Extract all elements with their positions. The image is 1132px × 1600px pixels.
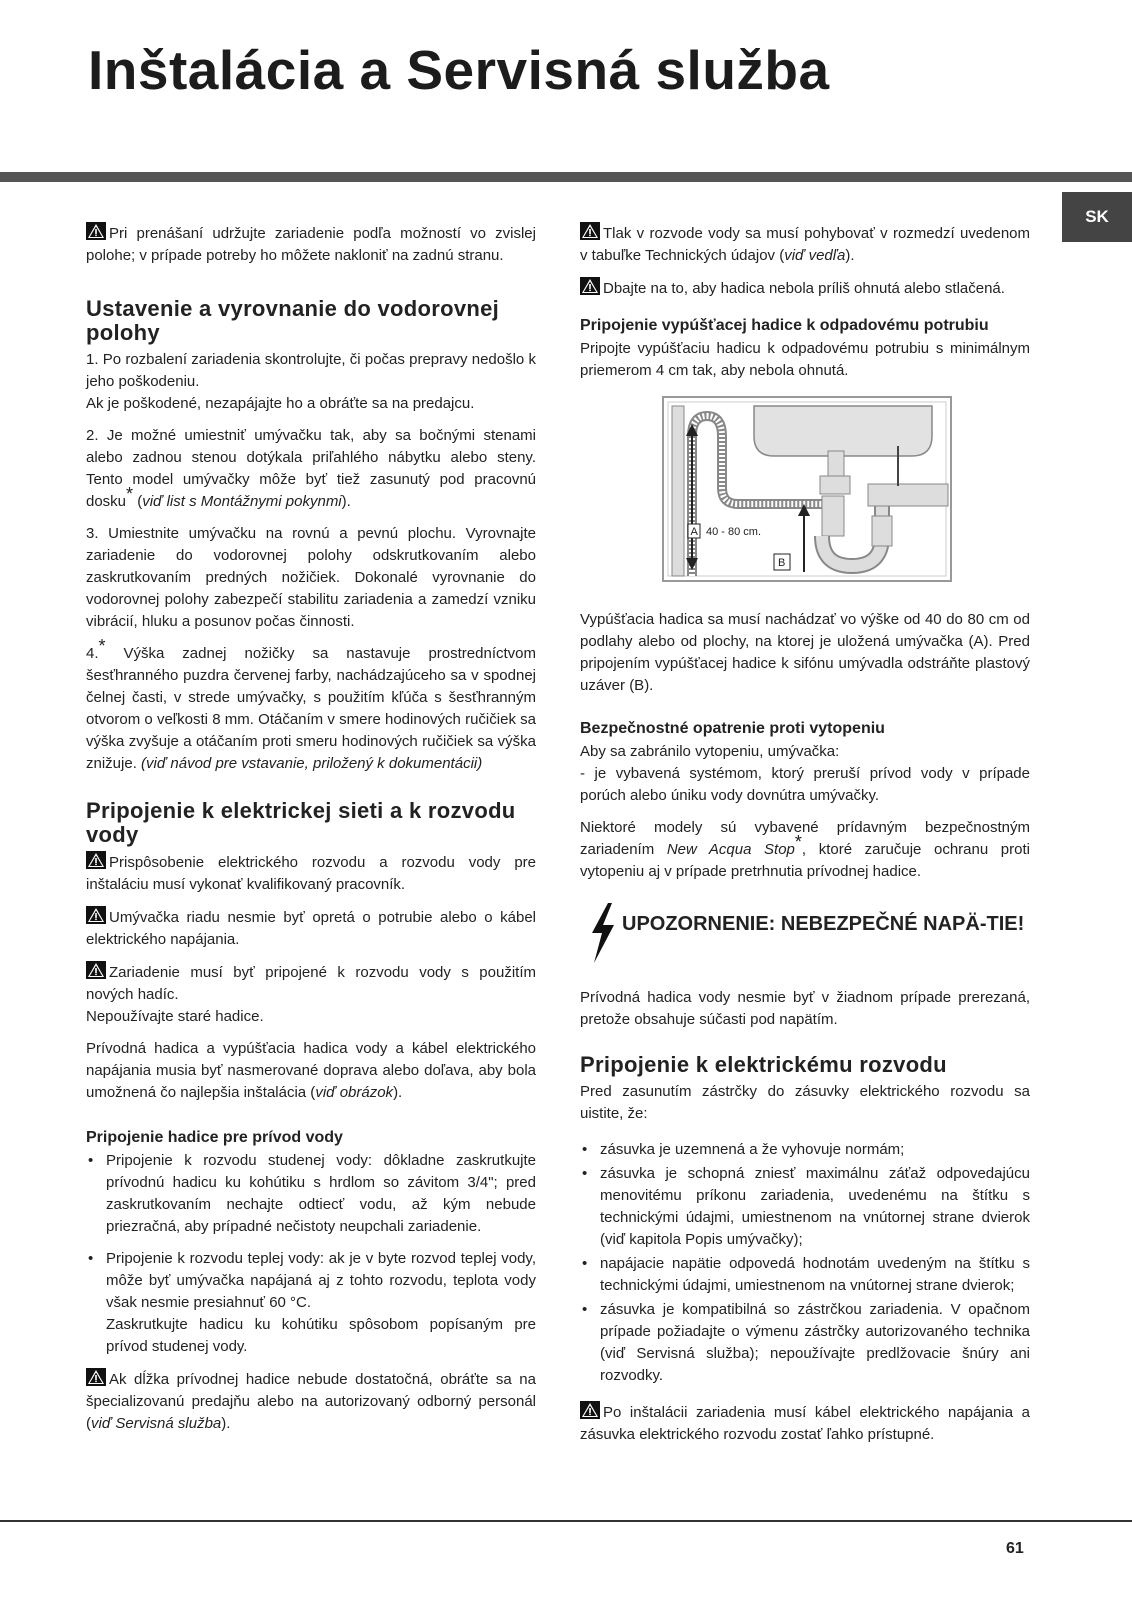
danger-text: Prívodná hadica vody nesmie byť v žiadnom prípade prerezaná, pretože obsahuje súčasti pod napätím. bbox=[580, 989, 1030, 1028]
page-title: Inštalácia a Servisná služba bbox=[88, 39, 830, 101]
connection-paragraph bbox=[86, 1038, 536, 1104]
right-column bbox=[580, 222, 1030, 1456]
electrical-warning-text: Po inštalácii zariadenia musí kábel elektrického napájania a zásuvka elektrického rozvodu zostať ľahko prístupné. bbox=[580, 1404, 1030, 1443]
list-item bbox=[580, 1163, 1030, 1251]
warning-icon bbox=[86, 1368, 106, 1386]
bend-warning-text: Dbajte na to, aby hadica nebola príliš ohnutá alebo stlačená. bbox=[603, 280, 1005, 297]
leveling-step-2 bbox=[86, 425, 536, 513]
electrical-item-2: zásuvka je schopná zniesť maximálnu záťaž odpovedajúcu menovitému príkonu zariadenia, uvedenému na štítku s technickými údajmi, umiestnenom na vnútornej strane dvierok (viď kapitola Popis umývačky); bbox=[600, 1165, 1030, 1248]
step2-asterisk: * bbox=[126, 484, 134, 504]
danger-title: UPOZORNENIE: NEBEZPEČNÉ NAPÄ-TIE! bbox=[622, 913, 1025, 935]
list-item bbox=[86, 1248, 536, 1358]
step2-text: 2. Je možné umiestniť umývačku tak, aby sa bočnými stenami alebo zadnou stenou dotýkala priľahlého nábytku alebo steny. Tento model umývačky môže byť tiež zasunutý pod pracovnú dosku bbox=[86, 427, 536, 510]
page-number: 61 bbox=[1006, 1540, 1024, 1557]
acqua-stop-text: Niektoré modely sú vybavené prídavným bezpečnostným zariadením bbox=[580, 819, 1030, 858]
step4-text: Výška zadnej nožičky sa nastavuje prostredníctvom šesťhranného puzdra červenej farby, nachádzajúceho sa v spodnej čelnej časti, v strede umývačky, s použitím kľúča s šesťhranným otvorom o veľkosti 8 mm. Otáčaním v smere hodinových ručičiek sa výška zvyšuje a otáčaním proti smeru hodinových ručičiek sa výška znižuje. bbox=[86, 645, 536, 772]
inlet-list bbox=[86, 1150, 536, 1358]
hose-warning-close: ). bbox=[221, 1415, 231, 1432]
bend-warning bbox=[580, 277, 1030, 300]
drain-title: Pripojenie vypúšťacej hadice k odpadovému potrubiu bbox=[580, 317, 989, 334]
step4-reference: (viď návod pre vstavanie, priložený k dokumentácii) bbox=[141, 755, 483, 772]
list-item bbox=[580, 1253, 1030, 1297]
label-b: B bbox=[778, 557, 786, 569]
electrical-warning bbox=[580, 1401, 1030, 1446]
flood-system: - je vybavená systémom, ktorý preruší prívod vody v prípade porúch alebo úniku vody dovnútra umývačky. bbox=[580, 765, 1030, 804]
connection-warning-3 bbox=[86, 961, 536, 1006]
list-item bbox=[580, 1299, 1030, 1387]
warning-3-text: Zariadenie musí byť pripojené k rozvodu vody s použitím nových hadíc. bbox=[86, 964, 536, 1003]
step4-number: 4. bbox=[86, 645, 99, 662]
warning-icon bbox=[580, 1401, 600, 1419]
acqua-stop-text-2: , ktoré zaručuje ochranu proti vytopeniu aj v prípade pretrhnutia prívodnej hadice. bbox=[580, 841, 1030, 880]
warning-icon bbox=[580, 277, 600, 295]
drain-hose-diagram bbox=[662, 396, 952, 582]
header-rule bbox=[0, 172, 1132, 182]
connection-reference: viď obrázok bbox=[315, 1084, 394, 1101]
hose-length-warning bbox=[86, 1368, 536, 1435]
connection-warning-2 bbox=[86, 906, 536, 951]
list-item bbox=[580, 1139, 1030, 1161]
connection-text: Prívodná hadica a vypúšťacia hadica vody a kábel elektrického napájania musia byť nasmerované doprava alebo doľava, aby bola umožnená čo najlepšia inštalácia ( bbox=[86, 1040, 536, 1101]
footer-rule bbox=[0, 1520, 1132, 1522]
electrical-list bbox=[580, 1139, 1030, 1387]
lightning-bolt-icon bbox=[588, 903, 616, 963]
warning-icon bbox=[86, 961, 106, 979]
electrical-intro: Pred zasunutím zástrčky do zásuvky elektrického rozvodu sa uistite, že: bbox=[580, 1083, 1030, 1122]
warning-2-text: Umývačka riadu nesmie byť opretá o potrubie alebo o kábel elektrického napájania. bbox=[86, 909, 536, 948]
pressure-warning-text: Tlak v rozvode vody sa musí pohybovať v rozmedzí uvedenom v tabuľke Technických údajov ( bbox=[580, 225, 1030, 264]
electrical-item-3: napájacie napätie odpovedá hodnotám uvedeným na štítku s technickými údajmi, umiestnenom na vnútornej strane dvierok; bbox=[600, 1255, 1030, 1294]
section-connection-title: Pripojenie k elektrickej sieti a k rozvodu vody bbox=[86, 798, 516, 847]
electrical-title: Pripojenie k elektrickému rozvodu bbox=[580, 1052, 947, 1077]
electrical-item-1: zásuvka je uzemnená a že vyhovuje normám; bbox=[600, 1141, 905, 1158]
bullet-icon: • bbox=[88, 1250, 94, 1267]
section-leveling-title: Ustavenie a vyrovnanie do vodorovnej polohy bbox=[86, 296, 500, 345]
hose-warning-text: Ak dĺžka prívodnej hadice nebude dostatočná, obráťte sa na špecializovanú predajňu alebo na autorizovaný odborný personál ( bbox=[86, 1371, 536, 1432]
danger-banner bbox=[580, 903, 1030, 967]
left-column bbox=[86, 222, 536, 1445]
bullet-2b-text: Zaskrutkujte hadicu ku kohútiku spôsobom popísaným pre prívod studenej vody. bbox=[106, 1316, 536, 1355]
acqua-stop-name: New Acqua Stop bbox=[666, 841, 795, 858]
drain-height-text: Vypúšťacia hadica sa musí nachádzať vo výške od 40 do 80 cm od podlahy alebo od plochy, na ktorej je uložená umývačka (A). Pred pripojením vypúšťacej hadice k sifónu umývadla odstráňte plastový uzáver (B). bbox=[580, 611, 1030, 694]
leveling-step-3: 3. Umiestnite umývačku na rovnú a pevnú plochu. Vyrovnajte zariadenie do vodorovnej polohy odskrutkovaním alebo zaskrutkovaním predných nožičiek. Dokonalé vyrovnanie do vodorovnej polohy zabezpečí stabilitu zariadenia a zamedzí vzniku vibrácií, hluku a posunov počas činnosti. bbox=[86, 525, 536, 630]
step1-text: 1. Po rozbalení zariadenia skontrolujte, či počas prepravy nedošlo k jeho poškodeniu. bbox=[86, 351, 536, 390]
bullet-icon: • bbox=[582, 1301, 588, 1318]
connection-warning-3b: Nepoužívajte staré hadice. bbox=[86, 1008, 264, 1025]
leveling-step-1 bbox=[86, 349, 536, 393]
intro-paragraph bbox=[86, 222, 536, 267]
warning-icon bbox=[86, 906, 106, 924]
warning-icon bbox=[86, 851, 106, 869]
leveling-step-4 bbox=[86, 636, 536, 775]
warning-1-text: Prispôsobenie elektrického rozvodu a rozvodu vody pre inštaláciu musí vykonať kvalifikovaný pracovník. bbox=[86, 854, 536, 893]
electrical-item-4: zásuvka je kompatibilná so zástrčkou zariadenia. V opačnom prípade požiadajte o výmenu zástrčky autorizovaného technika (viď Servisná služba); nepoužívajte predlžovacie šnúry ani rozvodky. bbox=[600, 1301, 1030, 1384]
pressure-warning bbox=[580, 222, 1030, 267]
label-a: A bbox=[690, 526, 698, 538]
flood-acqua-stop bbox=[580, 817, 1030, 883]
intro-warning-text: Pri prenášaní udržujte zariadenie podľa možností vo zvislej polohe; v prípade potreby ho môžete nakloniť na zadnú stranu. bbox=[86, 225, 536, 264]
drain-text: Pripojte vypúšťaciu hadicu k odpadovému potrubiu s minimálnym priemerom 4 cm tak, aby nebola ohnutá. bbox=[580, 340, 1030, 379]
step2-ref-open: ( bbox=[133, 493, 143, 510]
bullet-icon: • bbox=[582, 1165, 588, 1182]
list-item bbox=[86, 1150, 536, 1238]
step2-ref-close: ). bbox=[341, 493, 351, 510]
bullet-2-text: Pripojenie k rozvodu teplej vody: ak je v byte rozvod teplej vody, môže byť umývačka napájaná aj z tohto rozvodu, teplota vody však nesmie presiahnuť 60 °C. bbox=[106, 1250, 536, 1311]
hose-warning-reference: viď Servisná služba bbox=[91, 1415, 222, 1432]
pressure-reference: viď vedľa bbox=[784, 247, 846, 264]
bullet-icon: • bbox=[582, 1255, 588, 1272]
flood-title: Bezpečnostné opatrenie proti vytopeniu bbox=[580, 720, 885, 737]
flood-intro: Aby sa zabránilo vytopeniu, umývačka: bbox=[580, 743, 840, 760]
connection-warning-1 bbox=[86, 851, 536, 896]
bullet-icon: • bbox=[88, 1152, 94, 1169]
connection-ref-close: ). bbox=[393, 1084, 403, 1101]
pressure-ref-close: ). bbox=[845, 247, 855, 264]
bullet-icon: • bbox=[582, 1141, 588, 1158]
bullet-1-text: Pripojenie k rozvodu studenej vody: dôkladne zaskrutkujte prívodnú hadicu ku kohútiku s hrdlom so závitom 3/4"; pred zaskrutkovaním nechajte odtiecť vodu, až kým nebude priezračná, aby prípadné nečistoty neupchali zariadenie. bbox=[106, 1152, 536, 1235]
step2-reference: viď list s Montážnymi pokynmi bbox=[142, 493, 342, 510]
leveling-step-1b: Ak je poškodené, nezapájajte ho a obráťte sa na predajcu. bbox=[86, 395, 475, 412]
measure-label: 40 - 80 cm. bbox=[706, 526, 762, 538]
language-tab: SK bbox=[1062, 192, 1132, 242]
warning-icon bbox=[86, 222, 106, 240]
step4-asterisk: * bbox=[98, 636, 106, 656]
acqua-stop-asterisk: * bbox=[794, 832, 802, 852]
warning-icon bbox=[580, 222, 600, 240]
subsection-inlet-title: Pripojenie hadice pre prívod vody bbox=[86, 1129, 343, 1146]
